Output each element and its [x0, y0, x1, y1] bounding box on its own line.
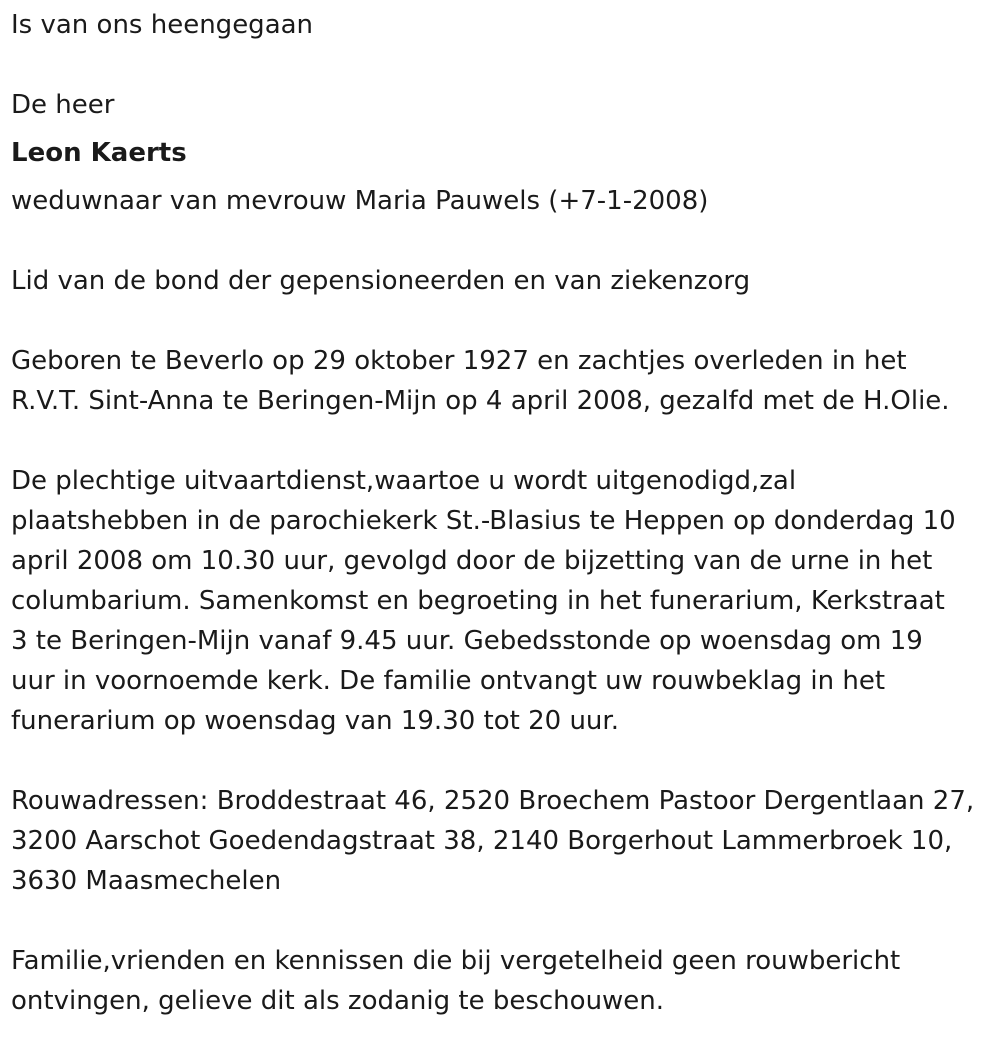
birth-death-paragraph [11, 341, 996, 421]
paragraph-line: ontvingen, gelieve dit als zodanig te beschouwen. [11, 986, 665, 1016]
salutation: De heer [11, 90, 115, 120]
spacer [11, 301, 996, 341]
spacer [11, 901, 996, 941]
addresses-paragraph [11, 781, 996, 901]
paragraph-line: Familie,vrienden en kennissen die bij vergetelheid geen rouwbericht [11, 946, 901, 976]
death-notice [11, 5, 996, 1021]
paragraph-line: Rouwadressen: Broddestraat 46, 2520 Broechem Pastoor Dergentlaan 27, [11, 786, 975, 816]
paragraph-line: 3200 Aarschot Goedendagstraat 38, 2140 Borgerhout Lammerbroek 10, [11, 826, 953, 856]
spacer [11, 125, 996, 133]
funeral-paragraph [11, 461, 996, 741]
paragraph-line: april 2008 om 10.30 uur, gevolgd door de bijzetting van de urne in het [11, 546, 933, 576]
widower-line: weduwnaar van mevrouw Maria Pauwels (+7-1-2008) [11, 186, 709, 216]
paragraph-line: R.V.T. Sint-Anna te Beringen-Mijn op 4 april 2008, gezalfd met de H.Olie. [11, 386, 950, 416]
deceased-name: Leon Kaerts [11, 138, 187, 168]
paragraph-line: Geboren te Beverlo op 29 oktober 1927 en zachtjes overleden in het [11, 346, 907, 376]
closing-paragraph [11, 941, 996, 1021]
paragraph-line: columbarium. Samenkomst en begroeting in het funerarium, Kerkstraat [11, 586, 945, 616]
membership-line: Lid van de bond der gepensioneerden en van ziekenzorg [11, 266, 751, 296]
spacer [11, 221, 996, 261]
spacer [11, 741, 996, 781]
paragraph-line: 3 te Beringen-Mijn vanaf 9.45 uur. Gebedsstonde op woensdag om 19 [11, 626, 923, 656]
paragraph-line: 3630 Maasmechelen [11, 866, 282, 896]
spacer [11, 173, 996, 181]
paragraph-line: uur in voornoemde kerk. De familie ontvangt uw rouwbeklag in het [11, 666, 886, 696]
intro-text: Is van ons heengegaan [11, 10, 314, 40]
paragraph-line: funerarium op woensdag van 19.30 tot 20 uur. [11, 706, 619, 736]
spacer [11, 421, 996, 461]
spacer [11, 45, 996, 85]
paragraph-line: plaatshebben in de parochiekerk St.-Blasius te Heppen op donderdag 10 [11, 506, 956, 536]
paragraph-line: De plechtige uitvaartdienst,waartoe u wordt uitgenodigd,zal [11, 466, 797, 496]
